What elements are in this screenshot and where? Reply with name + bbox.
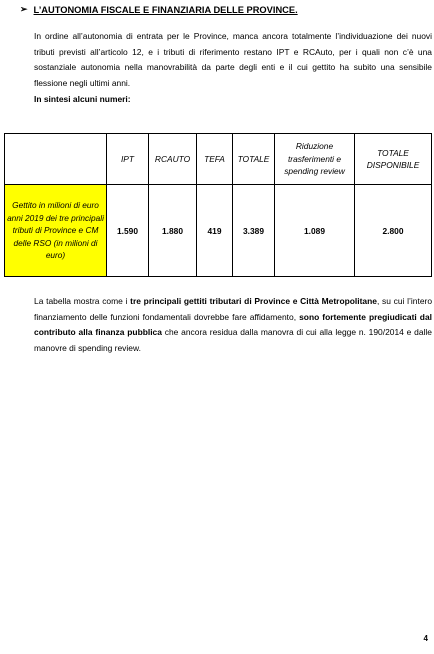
value-cell-riduzione: 1.089 <box>275 185 355 277</box>
analysis-text-part1: La tabella mostra come i <box>34 296 131 306</box>
value-cell-tefa: 419 <box>197 185 233 277</box>
header-cell-ipt: IPT <box>107 134 149 185</box>
summary-label: In sintesi alcuni numeri: <box>34 94 131 104</box>
value-cell-totale: 3.389 <box>233 185 275 277</box>
intro-paragraph: In ordine all’autonomia di entrata per le Province, manca ancora totalmente l’individuazione dei nuovi tributi previsti all’articolo 12, e i tributi di riferimento restano IPT e RCAuto, per i quali non c’è una sostanziale autonomia nella manovrabilità da parte degli enti e il cui gettito ha subito una sensibile flessione negli ultimi anni. <box>34 31 432 89</box>
page-number: 4 <box>423 634 428 643</box>
value-cell-ipt: 1.590 <box>107 185 149 277</box>
header-cell-riduzione: Riduzione trasferimenti e spending review <box>275 134 355 185</box>
tax-revenue-table <box>4 133 432 277</box>
header-cell-rcauto: RCAUTO <box>149 134 197 185</box>
analysis-paragraph <box>34 294 432 357</box>
header-cell-totale: TOTALE <box>233 134 275 185</box>
value-cell-totale-disponibile: 2.800 <box>355 185 432 277</box>
arrow-bullet-icon: ➢ <box>20 4 28 14</box>
analysis-bold-2: sono fortemente pregiudicati dal contributo alla finanza pubblica <box>34 311 432 338</box>
header-cell-empty <box>5 134 107 185</box>
section-title: L’AUTONOMIA FISCALE E FINANZIARIA DELLE PROVINCE. <box>33 4 298 15</box>
table-header-row <box>5 134 432 185</box>
analysis-bold-1: tre principali gettiti tributari di Province e Città Metropolitane <box>130 296 377 306</box>
value-cell-rcauto: 1.880 <box>149 185 197 277</box>
header-cell-tefa: TEFA <box>197 134 233 185</box>
analysis-text-part3: che ancora residua dalla manovra di cui alla legge n. 190/2014 e dalle manovre di spending review. <box>34 327 432 354</box>
analysis-text-part2: , su cui l’intero finanziamento delle funzioni fondamentali dovrebbe fare affidamento, <box>34 296 433 322</box>
row-label-cell: Gettito in milioni di euro anni 2019 dei tre principali tributi di Province e CM delle RSO (in milioni di euro) <box>5 185 107 277</box>
section-heading <box>20 4 298 15</box>
header-cell-totale-disponibile: TOTALE DISPONIBILE <box>355 134 432 185</box>
table-row <box>5 185 432 277</box>
